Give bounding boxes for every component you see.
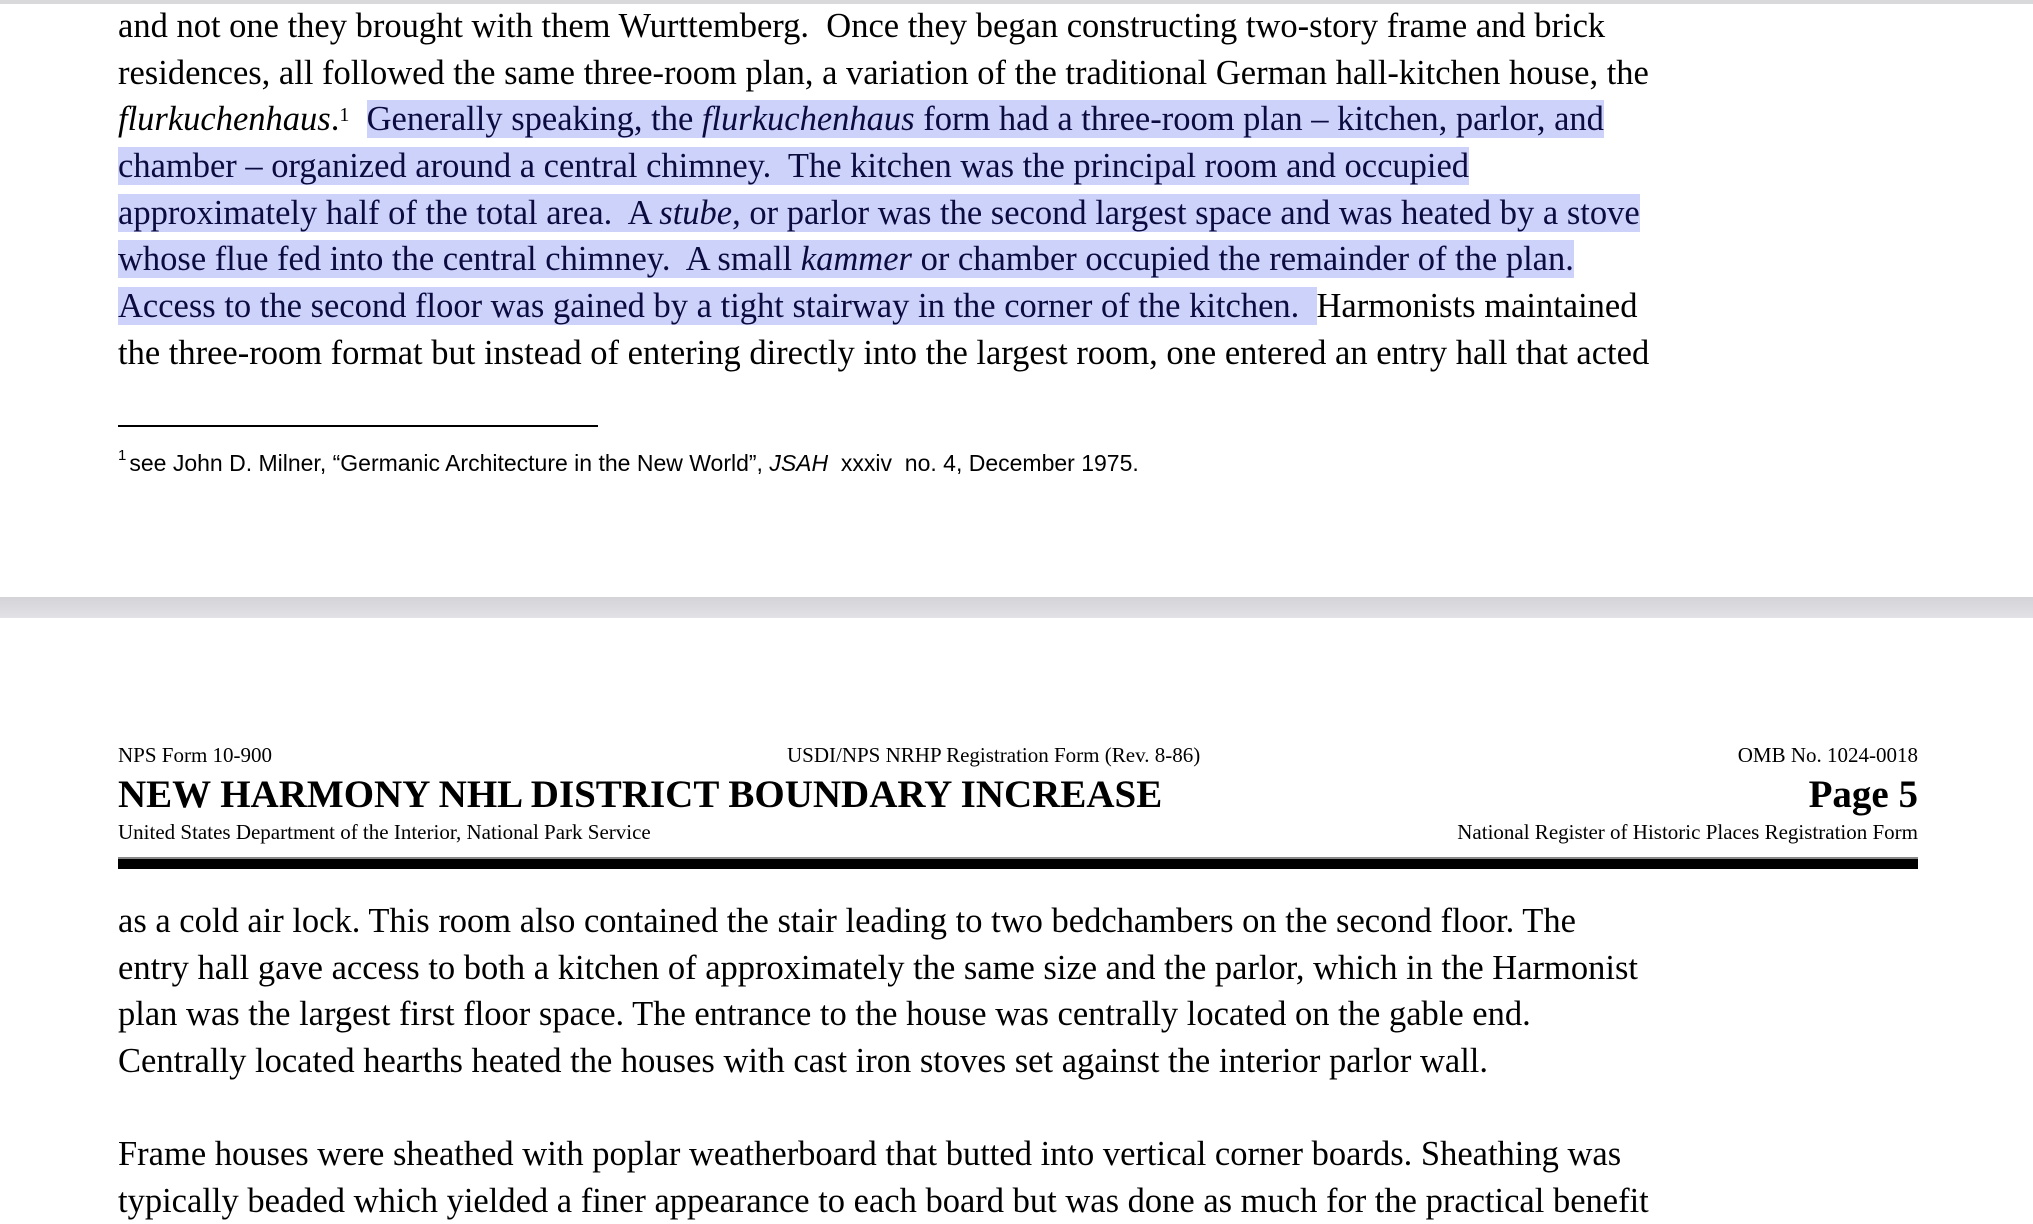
text-line [118, 143, 1898, 190]
selected-text: Access to the second floor was gained by a tight stairway in the corner of the kitchen. [118, 287, 1317, 326]
footnote-separator [118, 425, 598, 427]
header-title: NEW HARMONY NHL DISTRICT BOUNDARY INCREASE [118, 773, 1163, 816]
text-line: plan was the largest first floor space. The entrance to the house was centrally located on the gable end. [118, 995, 1531, 1034]
text-run: flurkuchenhaus [118, 100, 331, 139]
footnote-journal: JSAH [769, 450, 829, 476]
header-page-number: Page 5 [1808, 773, 1918, 816]
text-line [118, 283, 1898, 330]
header-omb-number: OMB No. 1024-0018 [1737, 743, 1918, 767]
text-line: Centrally located hearths heated the houses with cast iron stoves set against the interior parlor wall. [118, 1042, 1489, 1081]
text-run: Harmonists maintained [1316, 287, 1638, 326]
text-line: Frame houses were sheathed with poplar weatherboard that butted into vertical corner boards. Sheathing was [118, 1135, 1622, 1173]
text-line [118, 96, 1898, 143]
text-line [118, 236, 1898, 283]
selected-text: Generally speaking, the [366, 100, 702, 139]
text-line [118, 50, 1898, 97]
document-page-current[interactable] [0, 618, 2033, 1220]
text-line: typically beaded which yielded a finer appearance to each board but was done as much for the practical benefit [118, 1181, 1649, 1220]
text-run: the three-room format but instead of entering directly into the largest room, one entered an entry hall that acted [118, 333, 1650, 372]
selected-text: form had a three-room plan – kitchen, parlor, and [914, 100, 1604, 139]
text-line: entry hall gave access to both a kitchen of approximately the same size and the parlor, which in the Harmonist [118, 948, 1638, 987]
selected-text: approximately half of the total area. A [118, 193, 660, 232]
paragraph[interactable] [118, 898, 1898, 1085]
footnote-text: see John D. Milner, “Germanic Architecture in the New World”, [129, 450, 770, 476]
previous-page-body-text[interactable] [118, 3, 1898, 377]
header-rule [118, 859, 1918, 869]
footnote[interactable] [118, 447, 1139, 477]
text-line [118, 3, 1898, 50]
text-line: as a cold air lock. This room also contained the stair leading to two bedchambers on the second floor. The [118, 902, 1576, 940]
text-line [118, 330, 1898, 377]
text-run: residences, all followed the same three-room plan, a variation of the traditional German hall-kitchen house, the [118, 53, 1649, 92]
selected-text: whose flue fed into the central chimney. A small [118, 240, 801, 279]
selected-text: or chamber occupied the remainder of the plan. [911, 240, 1574, 279]
footnote-number: 1 [118, 447, 127, 464]
header-register: National Register of Historic Places Registration Form [1457, 820, 1918, 844]
selected-text: stube [659, 193, 733, 232]
paragraph[interactable] [118, 1131, 1898, 1224]
selected-text: flurkuchenhaus [701, 100, 915, 139]
footnote-reference[interactable]: 1 [339, 104, 350, 127]
page-separator [0, 597, 2033, 618]
document-page-previous[interactable] [0, 4, 2033, 597]
text-run: and not one they brought with them Wurttemberg. Once they began constructing two-story frame and brick [118, 7, 1606, 45]
header-department: United States Department of the Interior, National Park Service [118, 820, 651, 844]
text-run: . [330, 100, 340, 139]
header-form-name: USDI/NPS NRHP Registration Form (Rev. 8-86) [787, 743, 1201, 767]
text-run [349, 100, 366, 138]
header-form-number: NPS Form 10-900 [118, 743, 273, 767]
selected-text: kammer [800, 240, 912, 279]
selected-text: chamber – organized around a central chimney. The kitchen was the principal room and occupied [118, 147, 1470, 186]
text-line [118, 190, 1898, 237]
footnote-text-end: xxxiv no. 4, December 1975. [828, 450, 1139, 476]
selected-text: , or parlor was the second largest space and was heated by a stove [732, 193, 1640, 232]
